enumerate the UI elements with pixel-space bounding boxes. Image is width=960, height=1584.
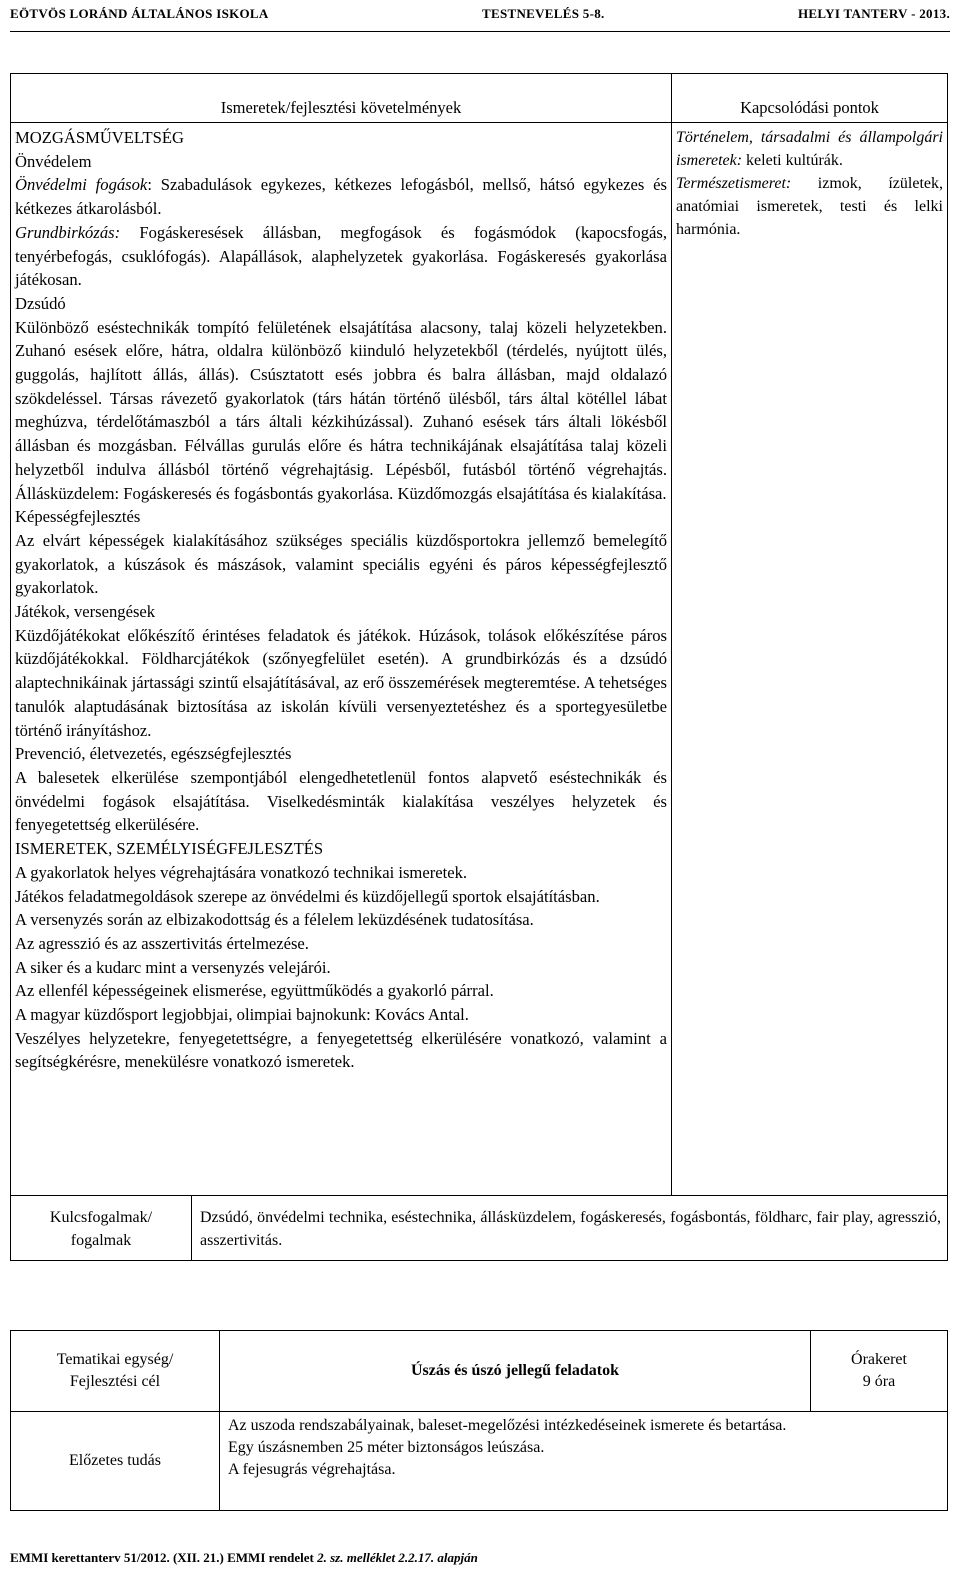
prior-knowledge-label: Előzetes tudás xyxy=(11,1412,220,1511)
paragraph: A balesetek elkerülése szempontjából elengedhetetlenül fontos alapvető eséstechnikák és önvédelmi fogások elsajátítása. Viselkedésminták kialakítása veszélyes helyzetek és fenyegetettség elkerülésére. xyxy=(15,767,667,835)
paragraph: Önvédelmi fogások: Szabadulások egykezes, kétkezes lefogásból, mellső, hátsó egykezes és kétkezes átkarolásból. xyxy=(15,175,667,219)
unit-label: Tematikai egység/ Fejlesztési cél xyxy=(11,1331,220,1412)
paragraph: Az agresszió és az asszertivitás értelmezése. xyxy=(15,933,309,953)
section-heading: MOZGÁSMŰVELTSÉG xyxy=(15,128,185,147)
subsection-heading: ISMERETEK, SZEMÉLYISÉGFEJLESZTÉS xyxy=(15,839,324,859)
paragraph: A gyakorlatok helyes végrehajtására vonatkozó technikai ismeretek. xyxy=(15,862,468,882)
unit-table xyxy=(10,1330,948,1511)
keywords-text: Dzsúdó, önvédelmi technika, eséstechnika, állásküzdelem, fogáskeresés, fogásbontás, földharc, fair play, agresszió, asszertivitás. xyxy=(200,1209,941,1249)
subsection-heading: Prevenció, életvezetés, egészségfejlesztés xyxy=(15,744,292,764)
header-rule xyxy=(10,31,950,32)
connection-history: Történelem, társadalmi és állampolgári ismeretek: keleti kultúrák. xyxy=(676,129,943,169)
paragraph: A versenyzés során az elbizakodottság és a félelem leküzdésének tudatosítása. xyxy=(15,910,534,930)
paragraph: Az ellenfél képességeinek elismerése, együttműködés a gyakorló párral. xyxy=(15,981,494,1001)
subject-name: TESTNEVELÉS 5-8. xyxy=(482,6,605,21)
hours-cell: Órakeret 9 óra xyxy=(811,1331,948,1412)
subsection-heading: Dzsúdó xyxy=(15,293,66,313)
keywords-row xyxy=(11,1196,948,1261)
connection-science: Természetismeret: izmok, ízületek, anatómiai ismeretek, testi és lelki harmónia. xyxy=(676,175,943,238)
subsection-heading: Önvédelem xyxy=(15,151,92,171)
paragraph: Az elvárt képességek kialakításához szükséges speciális küzdősportokra jellemző bemelegítő gyakorlatok, a kúszások és mászások, valamint speciális egyéni és páros képességfejlesztő gyakorlatok. xyxy=(15,530,667,598)
connections-cell xyxy=(672,123,948,1196)
subsection-heading: Játékok, versengések xyxy=(15,602,156,622)
competency-table xyxy=(10,73,948,1261)
unit-title: Úszás és úszó jellegű feladatok xyxy=(220,1331,811,1412)
col-header-requirements: Ismeretek/fejlesztési követelmények xyxy=(11,74,672,123)
paragraph: A magyar küzdősport legjobbjai, olimpiai bajnokunk: Kovács Antal. xyxy=(15,1005,469,1025)
paragraph: Veszélyes helyzetekre, fenyegetettségre, a fenyegetettség elkerülésére vonatkozó, valamint a segítségkérésre, menekülésre vonatkozó ismeretek. xyxy=(15,1028,667,1072)
paragraph: Küzdőjátékokat előkészítő érintéses feladatok és játékok. Húzások, tolások előkészítése páros küzdőjátékokkal. Földharcjátékok (szőnyegfelület esetén). A grundbirkózás és a dzsúdó alaptechnikáinak jártassági szintű elsajátításával, az erő összemérések megteremtése. A tehetséges tanulók alaptudásának biztosítása az iskolán kívüli versenyeztetéshez és a sportegyesületbe történő irányításhoz. xyxy=(15,625,667,740)
paragraph: Grundbirkózás: Fogáskeresések állásban, megfogások és fogásmódok (kapocsfogás, tenyérbefogás, csuklófogás). Alapállások, alaphelyzetek gyakorlása. Fogáskeresés gyakorlása játékosan. xyxy=(15,222,667,290)
paragraph: A siker és a kudarc mint a versenyzés velejárói. xyxy=(15,957,331,977)
page-header xyxy=(10,6,950,28)
curriculum-name: HELYI TANTERV - 2013. xyxy=(797,6,950,21)
col-header-connections: Kapcsolódási pontok xyxy=(672,74,948,123)
prior-knowledge-text: Az uszoda rendszabályainak, baleset-megelőzési intézkedéseinek ismerete és betartása. Egy úszásnemben 25 méter biztonságos leúszása. A fejesugrás végrehajtása. xyxy=(220,1412,948,1511)
paragraph: Különböző eséstechnikák tompító felületének elsajátítása alacsony, talaj közeli helyzetekben. Zuhanó esések előre, hátra, oldalra különböző kiinduló helyzetekből (térdelés, nyújtott ülés, guggolás, hajlított állás, állás). Csúsztatott esés jobbra és balra állásban, majd oldalazó szökdeléssel. Társas rávezető gyakorlatok (társ hátán történő ülésből, társ által kötéllel lábat meghúzva, térdelőtámaszból a társ általi kézkihúzással). Zuhanó esések társ általi lökésből állásban és mozgásban. Félvállas gurulás előre és hátra technikájának elsajátítása talaj közeli helyzetből indulva állásból történő végrehajtásig. Lépésből, futásból történő végrehajtás. Állásküzdelem: Fogáskeresés és fogásbontás gyakorlása. Küzdőmozgás elsajátítása és kialakítása. xyxy=(15,317,667,503)
requirements-cell xyxy=(11,123,672,1196)
paragraph: Játékos feladatmegoldások szerepe az önvédelmi és küzdőjellegű sportok elsajátításban. xyxy=(15,886,600,906)
page-footer: EMMI kerettanterv 51/2012. (XII. 21.) EMMI rendelet 2. sz. melléklet 2.2.17. alapján xyxy=(10,1550,478,1565)
subsection-heading: Képességfejlesztés xyxy=(15,507,141,527)
keywords-label: Kulcsfogalmak/ fogalmak xyxy=(11,1196,192,1260)
school-name: EÖTVÖS LORÁND ÁLTALÁNOS ISKOLA xyxy=(10,6,269,21)
